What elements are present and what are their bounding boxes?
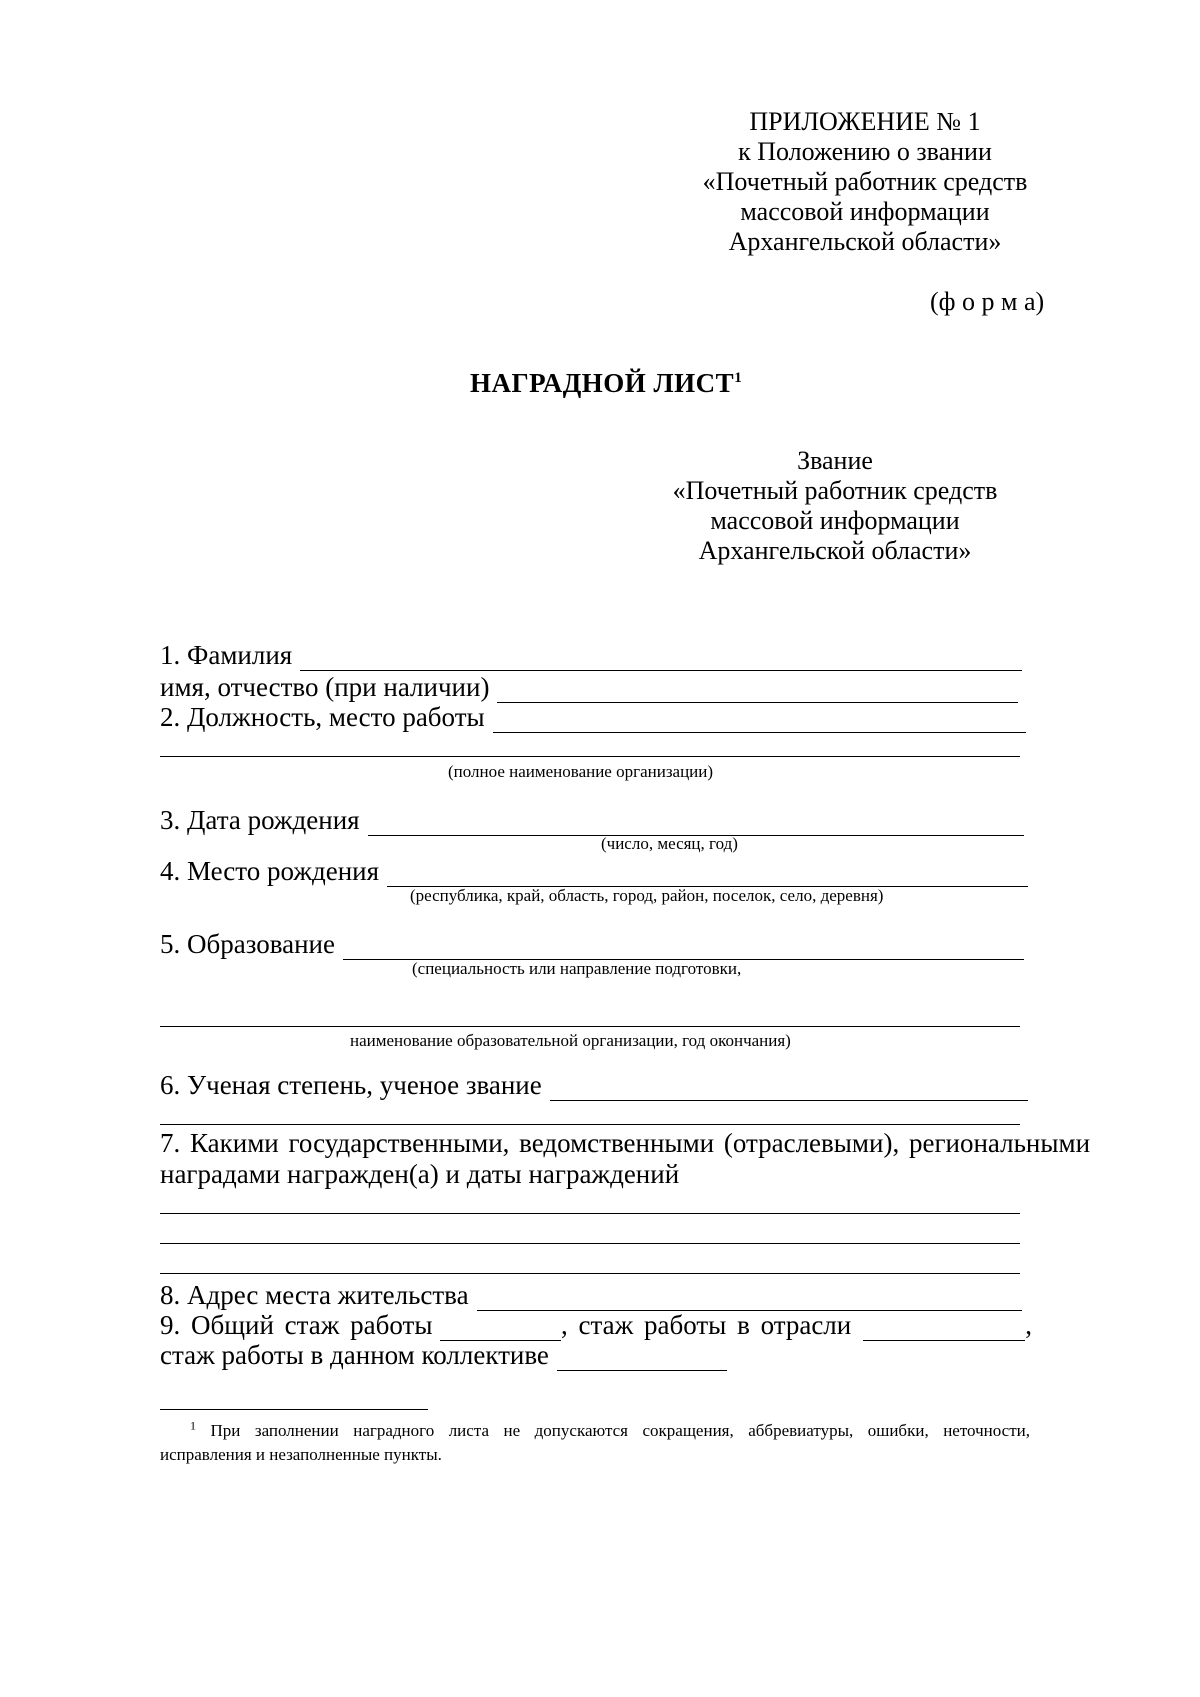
appendix-title-2: массовой информации xyxy=(740,197,990,226)
field-birthplace-label: 4. Место рождения xyxy=(160,856,380,886)
field-position xyxy=(160,702,1026,733)
field-position-input-2[interactable] xyxy=(160,756,1020,757)
appendix-title-3: Архангельской области» xyxy=(728,227,1002,256)
field-education xyxy=(160,929,1024,960)
footnote-text-2: исправления и незаполненные пункты. xyxy=(160,1445,442,1464)
field-experience-total-input[interactable] xyxy=(440,1316,561,1341)
form-label: (ф о р м а) xyxy=(930,287,1045,316)
field-degree-label: 6. Ученая степень, ученое звание xyxy=(160,1070,542,1100)
field-position-input[interactable] xyxy=(493,708,1026,733)
footnote-separator xyxy=(160,1409,428,1410)
field-awards-input-1[interactable] xyxy=(160,1213,1020,1214)
field-surname xyxy=(160,640,1022,671)
field-awards-text xyxy=(160,1128,1091,1190)
field-surname-label: 1. Фамилия xyxy=(160,640,293,670)
field-experience-industry-label: , стаж работы в отрасли xyxy=(561,1310,852,1340)
appendix-title-1: «Почетный работник средств xyxy=(702,167,1028,196)
field-awards-line-2: наградами награжден(а) и даты награждений xyxy=(160,1159,680,1189)
field-experience-team xyxy=(160,1340,727,1371)
rank-block xyxy=(660,446,1010,566)
rank-name-1: «Почетный работник средств xyxy=(672,476,998,505)
field-experience-team-label: стаж работы в данном коллективе xyxy=(160,1340,549,1370)
appendix-header xyxy=(700,107,1030,257)
field-surname-input[interactable] xyxy=(300,646,1022,671)
field-birthdate-input[interactable] xyxy=(368,811,1024,836)
field-name xyxy=(160,672,1018,703)
field-position-hint: (полное наименование организации) xyxy=(448,762,714,781)
field-experience-industry-input[interactable] xyxy=(863,1316,1025,1341)
field-birthdate xyxy=(160,805,1024,836)
field-education-hint-1: (специальность или направление подготовки, xyxy=(412,959,742,978)
rank-name-3: Архангельской области» xyxy=(698,536,972,565)
field-name-label: имя, отчество (при наличии) xyxy=(160,672,490,702)
field-birthdate-hint: (число, месяц, год) xyxy=(601,834,738,853)
footnote-text-1: При заполнении наградного листа не допускаются сокращения, аббревиатуры, ошибки, неточности, xyxy=(210,1421,1030,1440)
field-degree-input-2[interactable] xyxy=(160,1124,1020,1125)
rank-name-2: массовой информации xyxy=(710,506,960,535)
field-awards-input-2[interactable] xyxy=(160,1243,1020,1244)
field-education-input[interactable] xyxy=(343,935,1024,960)
field-birthplace-input[interactable] xyxy=(387,862,1028,887)
field-address-label: 8. Адрес места жительства xyxy=(160,1280,469,1310)
field-experience-team-input[interactable] xyxy=(557,1346,727,1371)
field-education-hint-2: наименование образовательной организации, год окончания) xyxy=(350,1031,791,1050)
field-degree xyxy=(160,1070,1028,1101)
footnote-line-1 xyxy=(160,1418,1030,1441)
field-experience-total-label: 9. Общий стаж работы xyxy=(160,1310,433,1340)
field-experience xyxy=(160,1310,1032,1341)
title-footnote-mark: 1 xyxy=(734,370,743,386)
field-awards-input-3[interactable] xyxy=(160,1273,1020,1274)
field-education-input-2[interactable] xyxy=(160,1026,1020,1027)
field-experience-comma: , xyxy=(1025,1310,1032,1340)
field-education-label: 5. Образование xyxy=(160,929,335,959)
field-birthplace xyxy=(160,856,1028,887)
footnote xyxy=(160,1418,1030,1465)
document-title-text: НАГРАДНОЙ ЛИСТ xyxy=(470,368,735,398)
field-degree-input[interactable] xyxy=(550,1076,1028,1101)
field-address-input[interactable] xyxy=(477,1286,1022,1311)
appendix-number: ПРИЛОЖЕНИЕ № 1 xyxy=(749,107,981,136)
rank-label: Звание xyxy=(797,446,873,475)
field-birthdate-label: 3. Дата рождения xyxy=(160,805,360,835)
appendix-ref: к Положению о звании xyxy=(738,137,992,166)
document-title xyxy=(470,368,742,399)
field-position-label: 2. Должность, место работы xyxy=(160,702,485,732)
footnote-mark: 1 xyxy=(190,1418,196,1433)
field-name-input[interactable] xyxy=(497,678,1018,703)
field-address xyxy=(160,1280,1022,1311)
field-awards-line-1: 7. Какими государственными, ведомственными (отраслевыми), региональными xyxy=(160,1128,1091,1158)
field-birthplace-hint: (республика, край, область, город, район, поселок, село, деревня) xyxy=(410,886,884,905)
